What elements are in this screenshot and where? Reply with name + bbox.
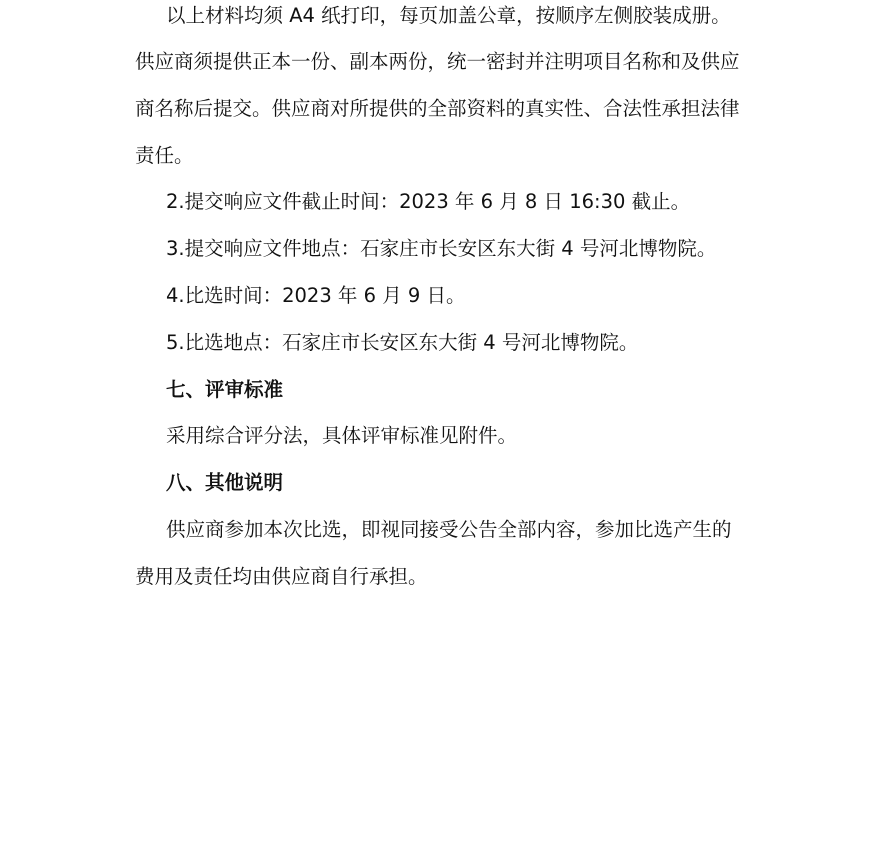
paragraph-materials-line-1: 以上材料均须 A4 纸打印，每页加盖公章，按顺序左侧胶装成册。 xyxy=(166,4,731,27)
paragraph-materials-line-4: 责任。 xyxy=(135,144,194,167)
section-8-body-line-1: 供应商参加本次比选，即视同接受公告全部内容，参加比选产生的 xyxy=(166,518,732,541)
item-deadline: 2.提交响应文件截止时间：2023 年 6 月 8 日 16:30 截止。 xyxy=(166,190,691,213)
section-8-heading: 八、其他说明 xyxy=(166,471,284,494)
paragraph-materials-line-3: 商名称后提交。供应商对所提供的全部资料的真实性、合法性承担法律 xyxy=(135,97,740,120)
item-selection-time: 4.比选时间：2023 年 6 月 9 日。 xyxy=(166,284,466,307)
section-7-body: 采用综合评分法，具体评审标准见附件。 xyxy=(166,424,518,447)
section-7-heading: 七、评审标准 xyxy=(166,378,284,401)
paragraph-materials-line-2: 供应商须提供正本一份、副本两份，统一密封并注明项目名称和及供应 xyxy=(135,50,740,73)
section-8-body-line-2: 费用及责任均由供应商自行承担。 xyxy=(135,565,428,588)
item-submission-location: 3.提交响应文件地点：石家庄市长安区东大街 4 号河北博物院。 xyxy=(166,237,717,260)
item-selection-location: 5.比选地点：石家庄市长安区东大街 4 号河北博物院。 xyxy=(166,331,639,354)
